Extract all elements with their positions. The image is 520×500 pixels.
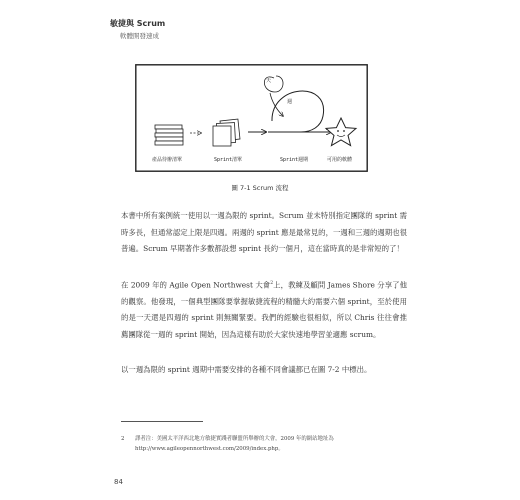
scrum-flow-figure (135, 64, 368, 172)
product-backlog-label: 產品待辦清單 (152, 157, 183, 163)
sprint-backlog-label: Sprint清單 (214, 157, 243, 163)
body-paragraph-1: 本書中所有案例統一使用以一週為限的 sprint。Scrum 並未特別指定團隊的 sprint 需時多長，但通常認定上限是四週。兩週的 sprint 應是最常見的，一週和三週的週期也很普遍。Scrum 早期著作多數都設想 sprint 長約一個月，這在當時真的是非常短的了！ (121, 211, 407, 253)
para2-text-start: 在 2009 年的 Agile Open Northwest 大會 (121, 280, 271, 290)
working-software-label: 可用的軟體 (327, 157, 353, 163)
sprint-cycle-label: Sprint週期 (280, 157, 309, 163)
para2-text-end: 上，教練及顧問 James Shore 分享了他的觀察。他發現，一個典型團隊要掌握敏捷流程的精髓大約需要六個 sprint，至於使用的是一天還是四週的 sprint 則無關緊要。我們的經驗也很相似，所以 Chris 往往會推薦團隊從一週的 sprint 開始，因為這樣有助於大家快速地學習並適應 scrum。 (121, 280, 407, 339)
footnote-rule (121, 421, 203, 422)
footnote-text: 譯者注：美國太平洋西北地方敏捷實踐者聯盟所舉辦的大會，2009 年的網站地址為 http://www.agileopennorthwest.com/2009/index.php。 (135, 436, 334, 452)
figure-caption: 圖 7-1 Scrum 流程 (231, 184, 289, 192)
footnote-ref: 2 (270, 281, 274, 286)
footnote-number: 2 (121, 436, 125, 442)
weeks-label: 週 (287, 99, 293, 105)
figure-frame (136, 65, 367, 171)
product-backlog-icon (155, 125, 183, 145)
body-paragraph-2 (121, 276, 407, 343)
running-header (110, 18, 165, 40)
page-number: 84 (114, 478, 123, 486)
chapter-title: 敏捷與 Scrum (110, 19, 166, 28)
body-paragraph-3: 以一週為限的 sprint 週期中需要安排的各種不同會議都已在圖 7-2 中標出。 (121, 365, 372, 374)
footnote (121, 434, 411, 454)
book-subtitle: 軟體開發速成 (120, 32, 159, 40)
days-label: 天 (266, 78, 272, 84)
scrum-flow-diagram (135, 64, 368, 172)
